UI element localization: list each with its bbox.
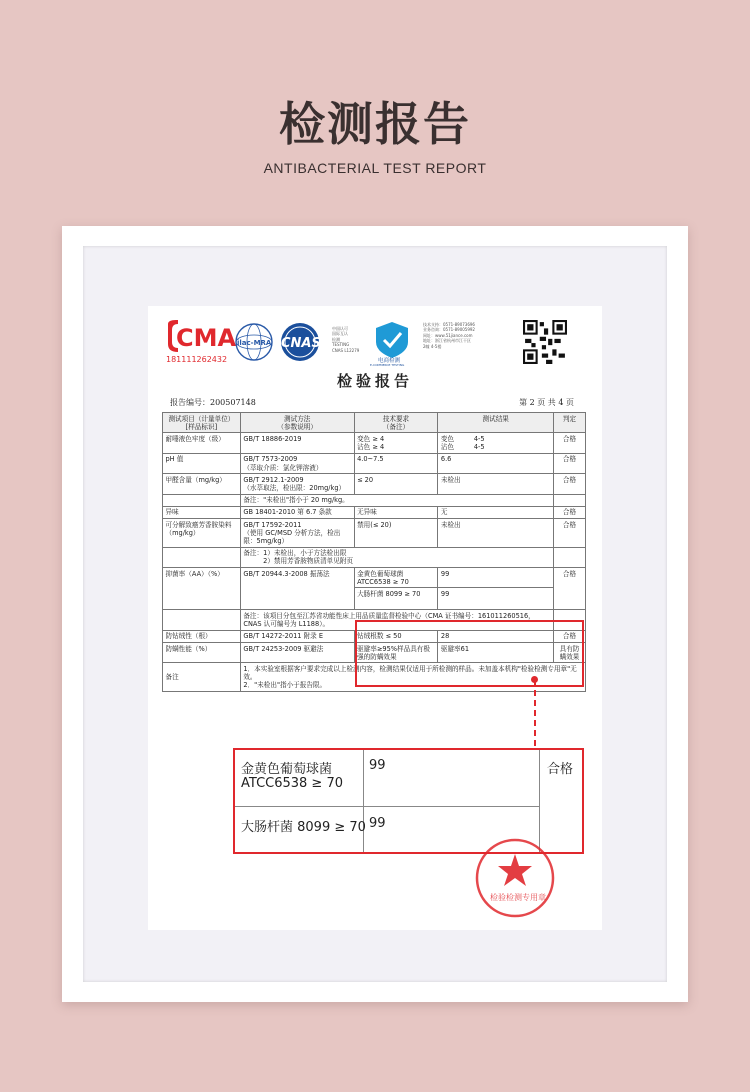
table-cell-item: 异味: [163, 506, 241, 518]
table-cell-verdict: 合格: [554, 453, 586, 473]
lab-contact: 技术支持：0571-89073696 业务咨询：0571-89005992 网址：www.51jiance.com 地址：浙江省杭州市江干区 2幢 4-5楼: [423, 322, 475, 349]
table-note-row: [163, 547, 586, 567]
remarks-label: 备注: [163, 663, 241, 692]
table-row: [163, 519, 586, 548]
table-cell-result: 变色 4-5 沾色 4-5: [438, 433, 554, 453]
inspection-seal-icon: [470, 838, 560, 908]
table-cell-item: 甲醛含量（mg/kg）: [163, 474, 241, 494]
table-cell-result: 6.6: [438, 453, 554, 473]
table-cell: [163, 547, 241, 567]
table-cell-verdict: 具有防螨效果: [554, 643, 586, 663]
highlight-box: [355, 620, 584, 687]
table-cell-result: 99: [438, 568, 554, 588]
table-cell-req: 驱避率≥95%样品具有极强的防螨效果: [354, 643, 438, 663]
table-cell-verdict: 合格: [554, 506, 586, 518]
col-header: 测试项目（计量单位） [样品标识]: [163, 413, 241, 433]
table-cell-item: 防螨性能（%）: [163, 643, 241, 663]
table-row: [163, 474, 586, 494]
zoom-result-2: 99: [369, 816, 386, 831]
zoom-result-1: 99: [369, 758, 386, 773]
table-cell-req: 4.0~7.5: [354, 453, 438, 473]
zoom-requirement-2: 大肠杆菌 8099 ≥ 70: [241, 820, 366, 835]
table-cell-method: GB/T 20944.3-2008 振荡法: [240, 568, 354, 610]
table-cell: [554, 547, 586, 567]
ilac-mra-logo-icon: [234, 322, 274, 362]
table-cell-method: GB/T 24253-2009 驱避法: [240, 643, 354, 663]
col-header: 技术要求 （备注）: [354, 413, 438, 433]
table-cell: [163, 494, 241, 506]
remark-line: 2．"未检出"指小于报告限。: [243, 681, 327, 690]
table-cell-item: 耐唾液色牢度（级）: [163, 433, 241, 453]
table-cell-method: GB/T 7573-2009 （萃取介质：氯化钾溶液）: [240, 453, 354, 473]
col-header: 测试结果: [438, 413, 554, 433]
col-header: 测试方法 （参数说明）: [240, 413, 354, 433]
table-row: [163, 568, 586, 588]
table-cell-req: 钻绒根数 ≤ 50: [354, 630, 438, 642]
table-cell-method: GB/T 18886-2019: [240, 433, 354, 453]
table-cell-item: pH 值: [163, 453, 241, 473]
zoom-divider: [363, 750, 364, 852]
table-cell-req: 无异味: [354, 506, 438, 518]
table-row: [163, 506, 586, 518]
page-indicator: 第 2 页 共 4 页: [519, 398, 574, 407]
table-cell-result: 未检出: [438, 474, 554, 494]
zoom-divider: [235, 806, 539, 807]
cma-logo-icon: [164, 318, 237, 366]
zoom-verdict: 合格: [547, 762, 574, 777]
report-number: 报告编号：200507148: [170, 398, 256, 407]
cnas-caption: 中国认可 国际互认 检测 TESTING CNAS L12279: [332, 326, 360, 353]
table-cell-item: 可分解致癌芳香胺染料（mg/kg）: [163, 519, 241, 548]
table-cell-req: 禁用(≤ 20): [354, 519, 438, 548]
ecommerce-testing-badge-icon: [368, 320, 416, 366]
page-title: 检测报告: [279, 97, 471, 151]
connector-line: [534, 680, 536, 746]
svg-text:CNAS: CNAS: [281, 336, 321, 351]
table-cell-result: 无: [438, 506, 554, 518]
table-note: 备注：该项目分包至江苏省功能性床上用品质量监督检验中心（CMA 证书编号：161011260516，CNAS 认可编号为 L1188）。: [240, 610, 553, 630]
table-cell: [554, 494, 586, 506]
svg-text:E-COMMERCE TESTING: E-COMMERCE TESTING: [370, 363, 405, 367]
table-cell-verdict: 合格: [554, 433, 586, 453]
table-cell-result: 未检出: [438, 519, 554, 548]
table-row: [163, 433, 586, 453]
table-cell-req: 金黄色葡萄球菌 ATCC6538 ≥ 70: [354, 568, 438, 588]
table-cell-verdict: 合格: [554, 474, 586, 494]
table-cell-req2: 大肠杆菌 8099 ≥ 70: [354, 588, 438, 610]
svg-text:ilac-MRA: ilac-MRA: [237, 339, 272, 347]
table-cell-verdict: 合格: [554, 568, 586, 610]
table-cell-item: 防钻绒性（根）: [163, 630, 241, 642]
zoom-requirement-1: 金黄色葡萄球菌: [241, 762, 333, 777]
remark-line: 1．本实验室根据客户要求完成以上检测内容，检测结果仅适用于所检测的样品。未加盖本机构"检验检测专用章"无效。: [243, 664, 577, 682]
table-note-row: [163, 494, 586, 506]
page-subtitle: ANTIBACTERIAL TEST REPORT: [263, 160, 487, 176]
table-cell-method: GB 18401-2010 第 6.7 条款: [240, 506, 354, 518]
table-cell-result: 28: [438, 630, 554, 642]
table-header-row: [163, 413, 586, 433]
table-cell-result: 驱避率61: [438, 643, 554, 663]
document-title: 检验报告: [336, 372, 413, 390]
table-note: 备注："未检出"指小于 20 mg/kg。: [240, 494, 553, 506]
col-header: 判定: [554, 413, 586, 433]
table-cell-result2: 99: [438, 588, 554, 610]
table-cell-method: GB/T 14272-2011 附录 E: [240, 630, 354, 642]
svg-text:CMA: CMA: [176, 324, 237, 352]
table-cell-req: ≤ 20: [354, 474, 438, 494]
svg-text:181111262432: 181111262432: [166, 355, 228, 364]
cnas-logo-icon: [276, 322, 324, 362]
svg-text:电商检测: 电商检测: [378, 358, 401, 364]
table-cell: [163, 610, 241, 630]
table-row: [163, 453, 586, 473]
table-note: 备注：1）未检出，小于方法检出限 2）禁用芳香胺物质清单见附页: [240, 547, 553, 567]
zoom-requirement-1b: ATCC6538 ≥ 70: [241, 776, 344, 791]
table-cell-req: 变色 ≥ 4 沾色 ≥ 4: [354, 433, 438, 453]
qr-code-icon: [523, 320, 567, 364]
table-cell-verdict: 合格: [554, 630, 586, 642]
zoom-divider: [539, 750, 540, 852]
table-cell-method: GB/T 17592-2011 （使用 GC/MSD 分析方法，检出限：5mg/kg）: [240, 519, 354, 548]
table-cell-method: GB/T 2912.1-2009 （水萃取法，检出限：20mg/kg）: [240, 474, 354, 494]
logo-row: [148, 314, 602, 370]
table-cell-item: 抑菌率（AA）（%）: [163, 568, 241, 610]
svg-text:检验检测专用章: 检验检测专用章: [490, 893, 546, 902]
table-cell-verdict: 合格: [554, 519, 586, 548]
